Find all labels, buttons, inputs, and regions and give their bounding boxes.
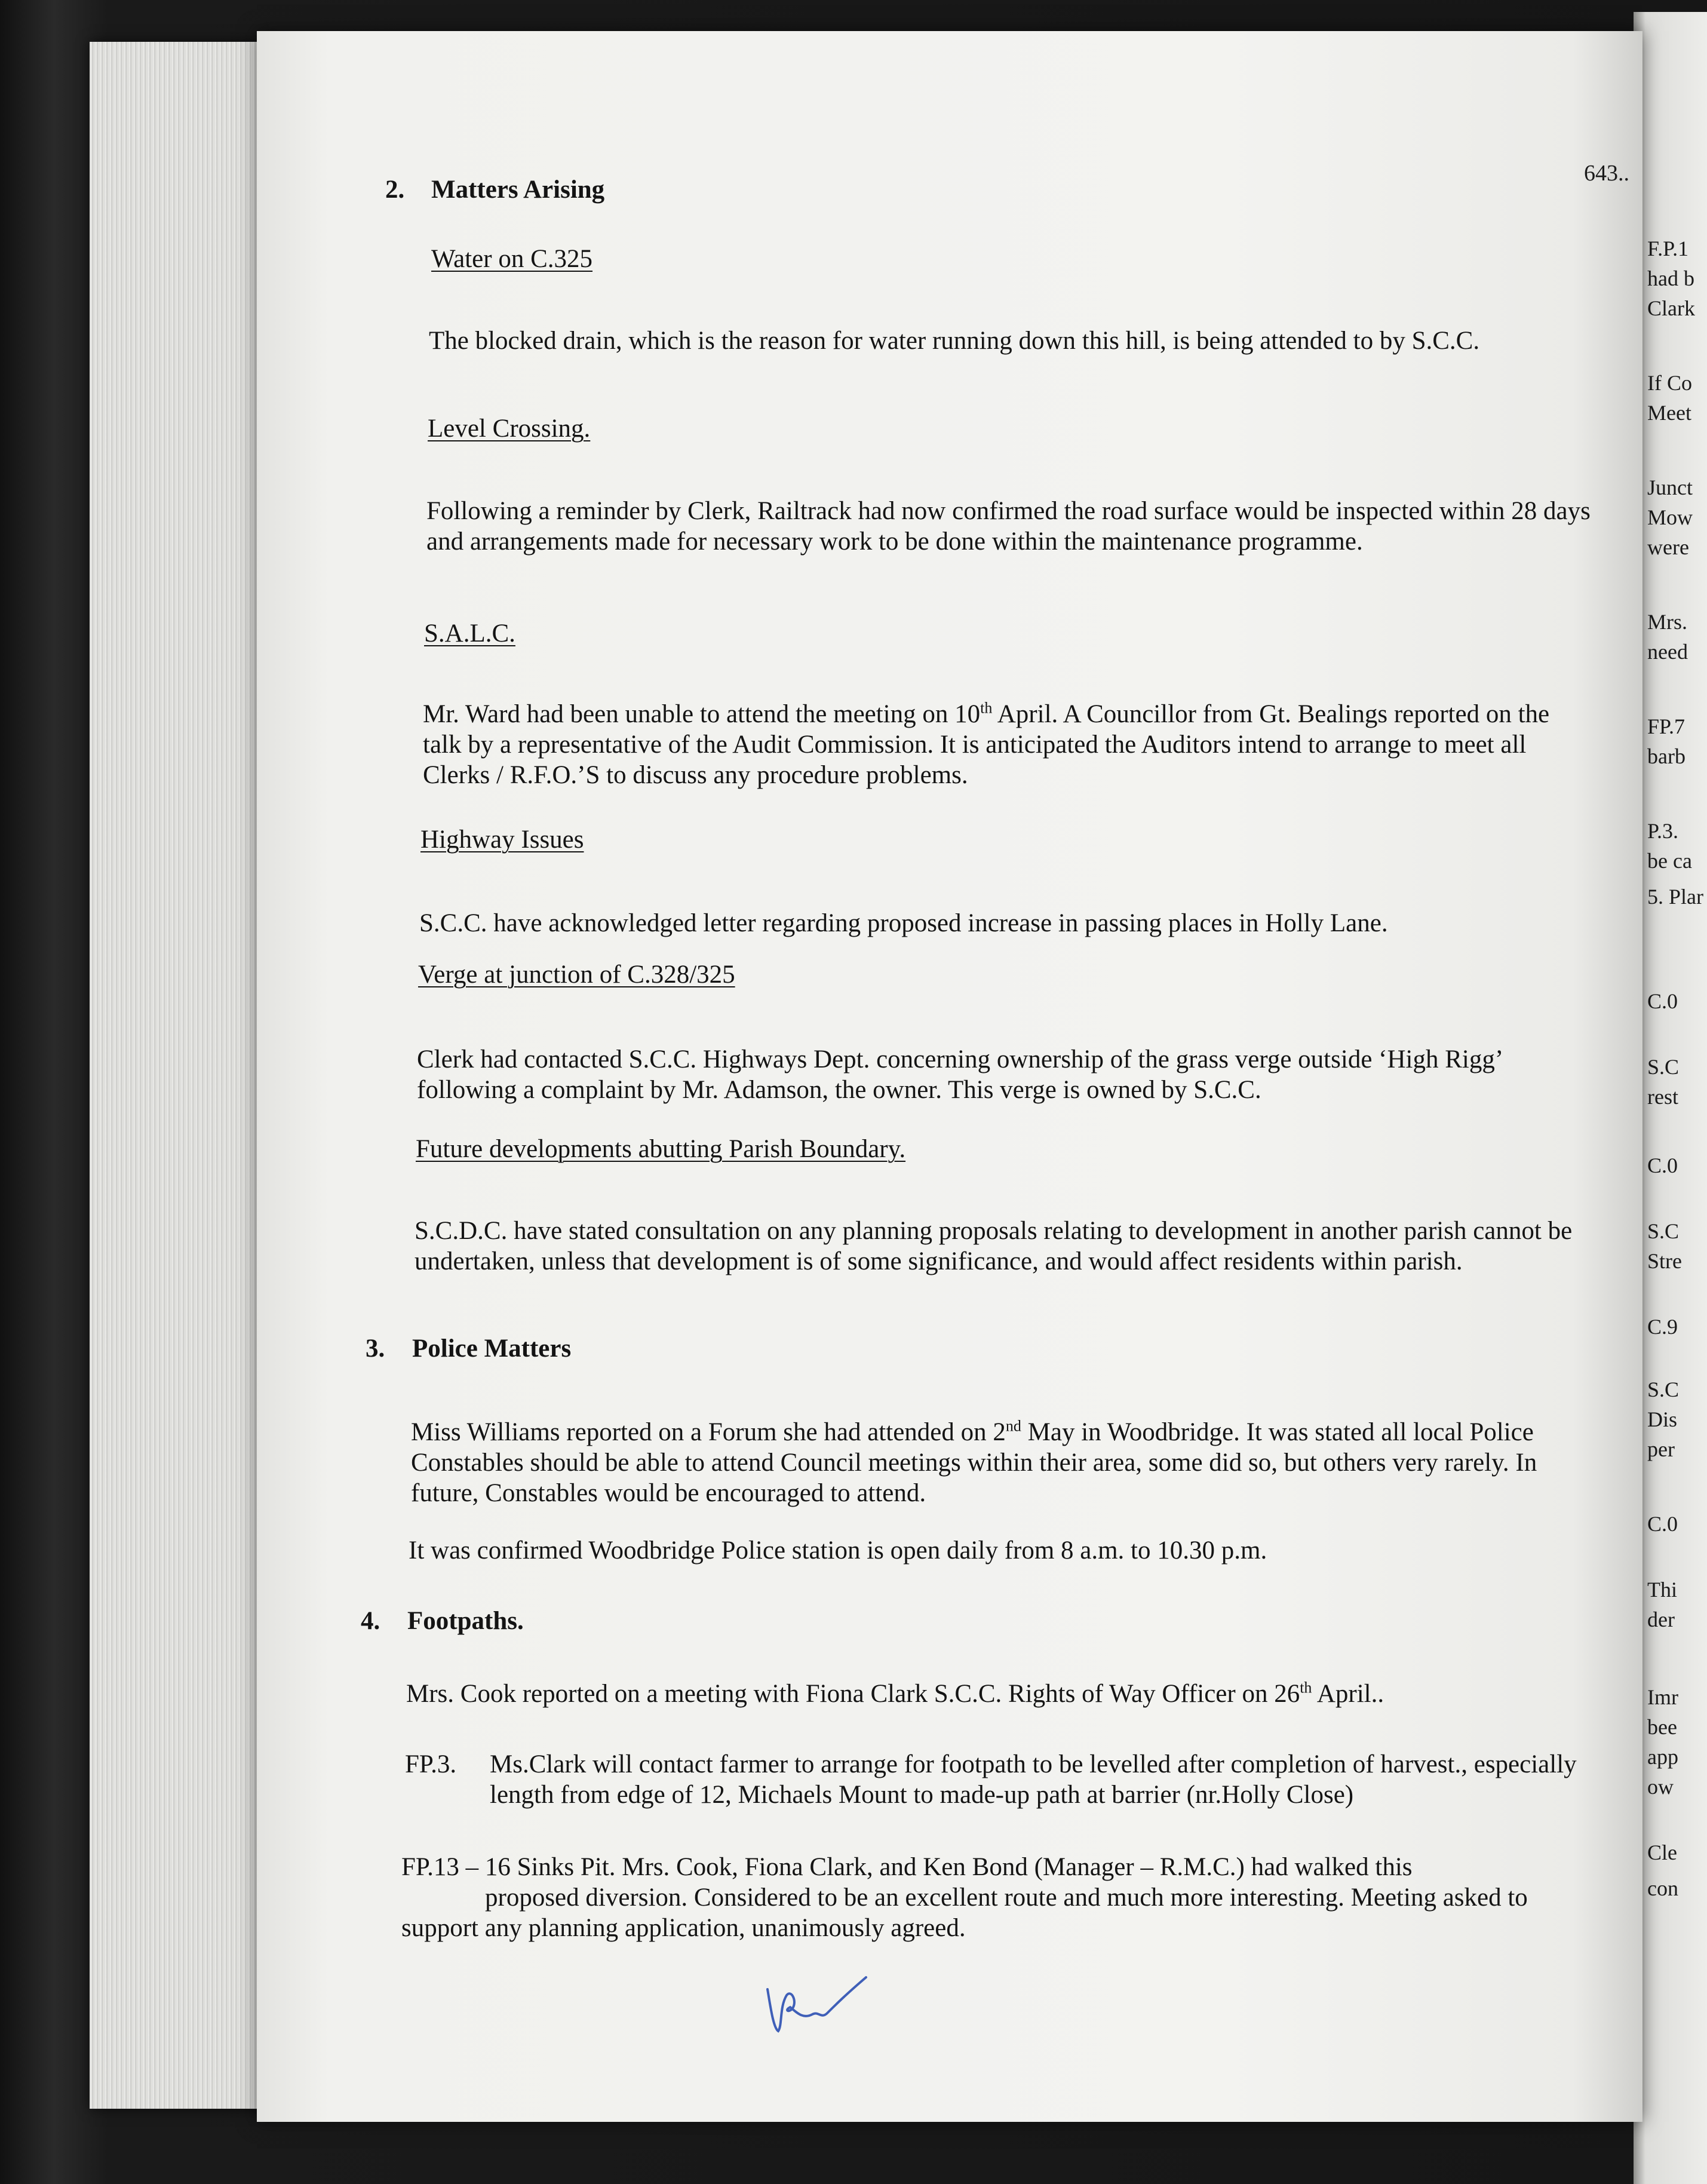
next-page-fragment: Meet <box>1647 401 1691 425</box>
next-page-fragment: rest <box>1647 1085 1678 1109</box>
verge-heading: Verge at junction of C.328/325 <box>418 961 735 989</box>
salc-heading: S.A.L.C. <box>424 619 515 648</box>
next-page-fragment: need <box>1647 640 1688 664</box>
next-page-fragment: Stre <box>1647 1249 1682 1273</box>
next-page-fragment: C.0 <box>1647 1512 1678 1536</box>
section-4-title: Footpaths. <box>407 1607 524 1635</box>
page-stack-edges <box>90 42 269 2109</box>
section-3-number: 3. <box>366 1335 385 1363</box>
verge-text: Clerk had contacted S.C.C. Highways Dept. concerning ownership of the grass verge outside ‘High Rigg’ following a complaint by Mr. Adamson, the owner. This verge is owned by S.C.C. <box>417 1045 1502 1104</box>
police-station-text: It was confirmed Woodbridge Police station is open daily from 8 a.m. to 10.30 p.m. <box>409 1536 1267 1565</box>
next-page-fragment: Cle <box>1647 1841 1677 1864</box>
next-page-fragment: had b <box>1647 266 1694 290</box>
next-page-fragment: C.9 <box>1647 1315 1678 1339</box>
next-page-fragment: S.C <box>1647 1378 1680 1401</box>
handwritten-initials <box>756 1971 875 2037</box>
next-page-fragment: Junct <box>1647 476 1693 499</box>
fp3-label: FP.3. <box>405 1750 457 1778</box>
fp3-text: Ms.Clark will contact farmer to arrange for footpath to be levelled after completion of harvest., especially length from edge of 12, Michaels Mount to made-up path at barrier (nr.Holly Close) <box>490 1750 1577 1809</box>
next-page-fragment: Clark <box>1647 296 1695 320</box>
salc-text: Mr. Ward had been unable to attend the meeting on 10th April. A Councillor from Gt. Bealings reported on the talk by a representative of the Audit Commission. It is anticipated the Auditors intend to arrange to meet all Clerks / R.F.O.’S to discuss any procedure problems. <box>423 699 1550 789</box>
fp13-text: FP.13 – 16 Sinks Pit. Mrs. Cook, Fiona Clark, and Ken Bond (Manager – R.M.C.) had walked this proposed diversion. Considered to be an excellent route and much more interesting. Meeting asked to support any planning application, unanimously agreed. <box>401 1853 1528 1942</box>
water-heading: Water on C.325 <box>431 245 593 273</box>
future-heading: Future developments abutting Parish Boundary. <box>416 1135 906 1163</box>
highway-heading: Highway Issues <box>420 826 584 854</box>
next-page-fragment: FP.7 <box>1647 714 1685 738</box>
next-page-fragment: S.C <box>1647 1055 1680 1079</box>
footpaths-text: Mrs. Cook reported on a meeting with Fiona Clark S.C.C. Rights of Way Officer on 26th April.. <box>406 1679 1384 1708</box>
next-page-fragment: C.0 <box>1647 1154 1678 1177</box>
next-page-fragment: 5. Plar <box>1647 885 1703 909</box>
next-page-fragment: der <box>1647 1608 1675 1631</box>
water-text: The blocked drain, which is the reason for water running down this hill, is being attended to by S.C.C. <box>429 327 1480 355</box>
section-3-title: Police Matters <box>412 1335 572 1363</box>
section-2-title: Matters Arising <box>431 176 605 204</box>
page-number: 643.. <box>1584 161 1629 186</box>
police-text: Miss Williams reported on a Forum she had attended on 2nd May in Woodbridge. It was stated all local Police Constables should be able to attend Council meetings within their area, some did so, but others very rarely. In future, Constables would be encouraged to attend. <box>411 1417 1537 1507</box>
next-page-fragment: C.0 <box>1647 989 1678 1013</box>
next-page-fragment: Thi <box>1647 1578 1677 1602</box>
next-page-fragment: were <box>1647 535 1689 559</box>
level-crossing-heading: Level Crossing. <box>428 415 591 443</box>
next-page-fragment: per <box>1647 1437 1675 1461</box>
next-page-fragment: F.P.1 <box>1647 237 1689 260</box>
next-page-fragment: con <box>1647 1876 1678 1900</box>
next-page-fragment: S.C <box>1647 1219 1680 1243</box>
next-page-fragment: bee <box>1647 1715 1677 1739</box>
future-text: S.C.D.C. have stated consultation on any planning proposals relating to development in another parish cannot be undertaken, unless that development is of some significance, and would affect residents within parish. <box>415 1217 1573 1275</box>
level-crossing-text: Following a reminder by Clerk, Railtrack had now confirmed the road surface would be inspected within 28 days and arrangements made for necessary work to be done within the maintenance programme. <box>426 497 1591 556</box>
next-page-fragment: barb <box>1647 744 1685 768</box>
next-page-fragment: P.3. <box>1647 819 1679 843</box>
next-page-fragment: be ca <box>1647 849 1692 873</box>
highway-text: S.C.C. have acknowledged letter regarding proposed increase in passing places in Holly Lane. <box>419 909 1388 937</box>
next-page-fragment: ow <box>1647 1775 1674 1799</box>
section-4-number: 4. <box>361 1607 380 1635</box>
next-page-fragment: Dis <box>1647 1407 1678 1431</box>
next-page-fragment: Mow <box>1647 505 1693 529</box>
next-page-fragment: app <box>1647 1745 1678 1769</box>
next-page-fragment: If Co <box>1647 371 1692 395</box>
next-page-fragment: Imr <box>1647 1685 1678 1709</box>
section-2-number: 2. <box>385 176 405 204</box>
next-page-fragment: Mrs. <box>1647 610 1688 634</box>
